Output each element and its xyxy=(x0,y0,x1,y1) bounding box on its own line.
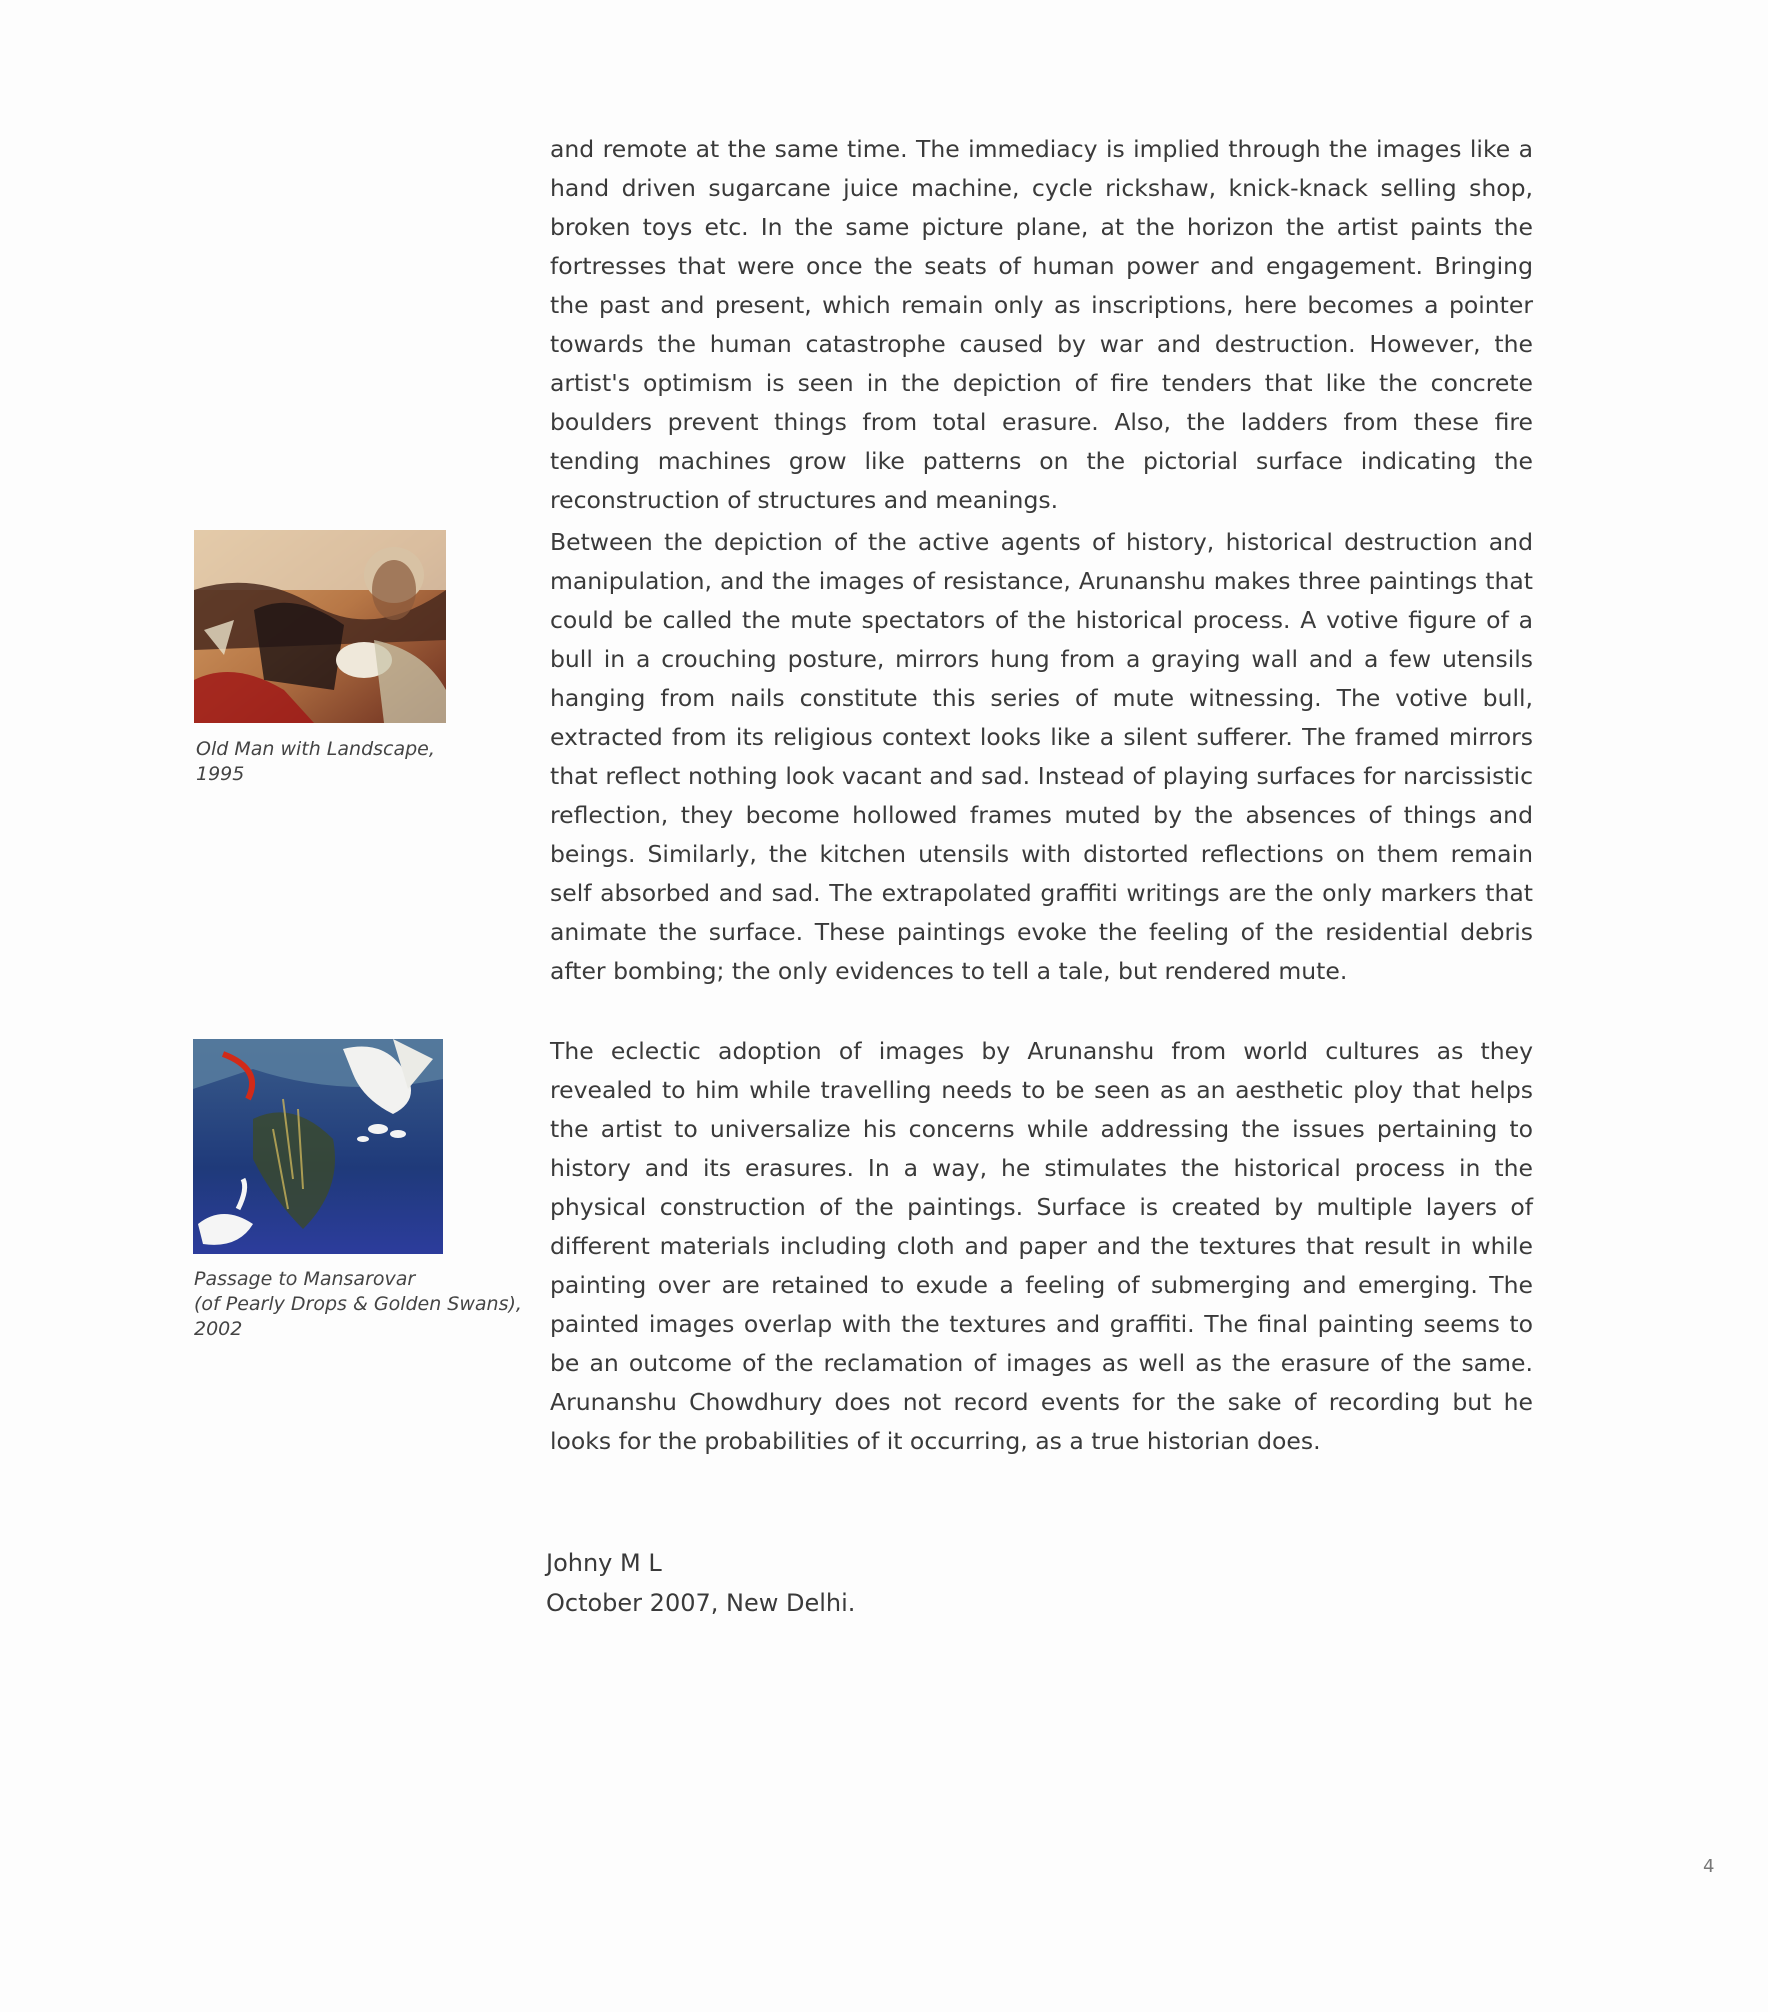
article-paragraph-2: Between the depiction of the active agents of history, historical destruction and manipulation, and the images of resistance, Arunanshu makes three paintings that could be called the mute spectators of the historical process. A votive figure of a bull in a crouching posture, mirrors hung from a graying wall and a few utensils hanging from nails constitute this series of mute witnessing. The votive bull, extracted from its religious context looks like a silent sufferer. The framed mirrors that reflect nothing look vacant and sad. Instead of playing surfaces for narcissistic reflection, they become hollowed frames muted by the absences of things and beings. Similarly, the kitchen utensils with distorted reflections on them remain self absorbed and sad. The extrapolated graffiti writings are the only markers that animate the surface. These paintings evoke the feeling of the residential debris after bombing; the only evidences to tell a tale, but rendered mute. xyxy=(550,528,1533,985)
caption-title: Passage to Mansarovar xyxy=(194,1268,416,1290)
signature-block xyxy=(546,1543,855,1623)
dateline: October 2007, New Delhi. xyxy=(546,1589,856,1617)
caption-title: Old Man with Landscape, xyxy=(196,738,435,760)
figure-caption-2 xyxy=(194,1267,524,1342)
article-paragraph-1: and remote at the same time. The immediacy is implied through the images like a hand driven sugarcane juice machine, cycle rickshaw, knick-knack selling shop, broken toys etc. In the same picture plane, at the horizon the artist paints the fortresses that were once the seats of human power and engagement. Bringing the past and present, which remain only as inscriptions, here becomes a pointer towards the human catastrophe caused by war and destruction. However, the artist's optimism is seen in the depiction of fire tenders that like the concrete boulders prevent things from total erasure. Also, the ladders from these fire tending machines grow like patterns on the pictorial surface indicating the reconstruction of structures and meanings. xyxy=(550,135,1533,514)
painting-thumbnail-mansarovar xyxy=(193,1039,443,1254)
caption-year: 1995 xyxy=(196,763,245,785)
article-paragraph-3: The eclectic adoption of images by Arunanshu from world cultures as they revealed to him while travelling needs to be seen as an aesthetic ploy that helps the artist to universalize his concerns while addressing the issues pertaining to history and its erasures. In a way, he stimulates the historical process in the physical construction of the paintings. Surface is created by multiple layers of different materials including cloth and paper and the textures that result in while painting over are retained to exude a feeling of submerging and emerging. The painted images overlap with the textures and graffiti. The final painting seems to be an outcome of the reclamation of images as well as the erasure of the same. Arunanshu Chowdhury does not record events for the sake of recording but he looks for the probabilities of it occurring, as a true historian does. xyxy=(550,1037,1533,1455)
caption-year: 2002 xyxy=(194,1318,243,1340)
painting-thumbnail-old-man xyxy=(194,530,446,723)
page-number: 4 xyxy=(1703,1856,1715,1877)
author-name: Johny M L xyxy=(546,1549,662,1577)
figure-caption-1 xyxy=(196,737,496,787)
caption-subtitle: (of Pearly Drops & Golden Swans), xyxy=(194,1293,522,1315)
